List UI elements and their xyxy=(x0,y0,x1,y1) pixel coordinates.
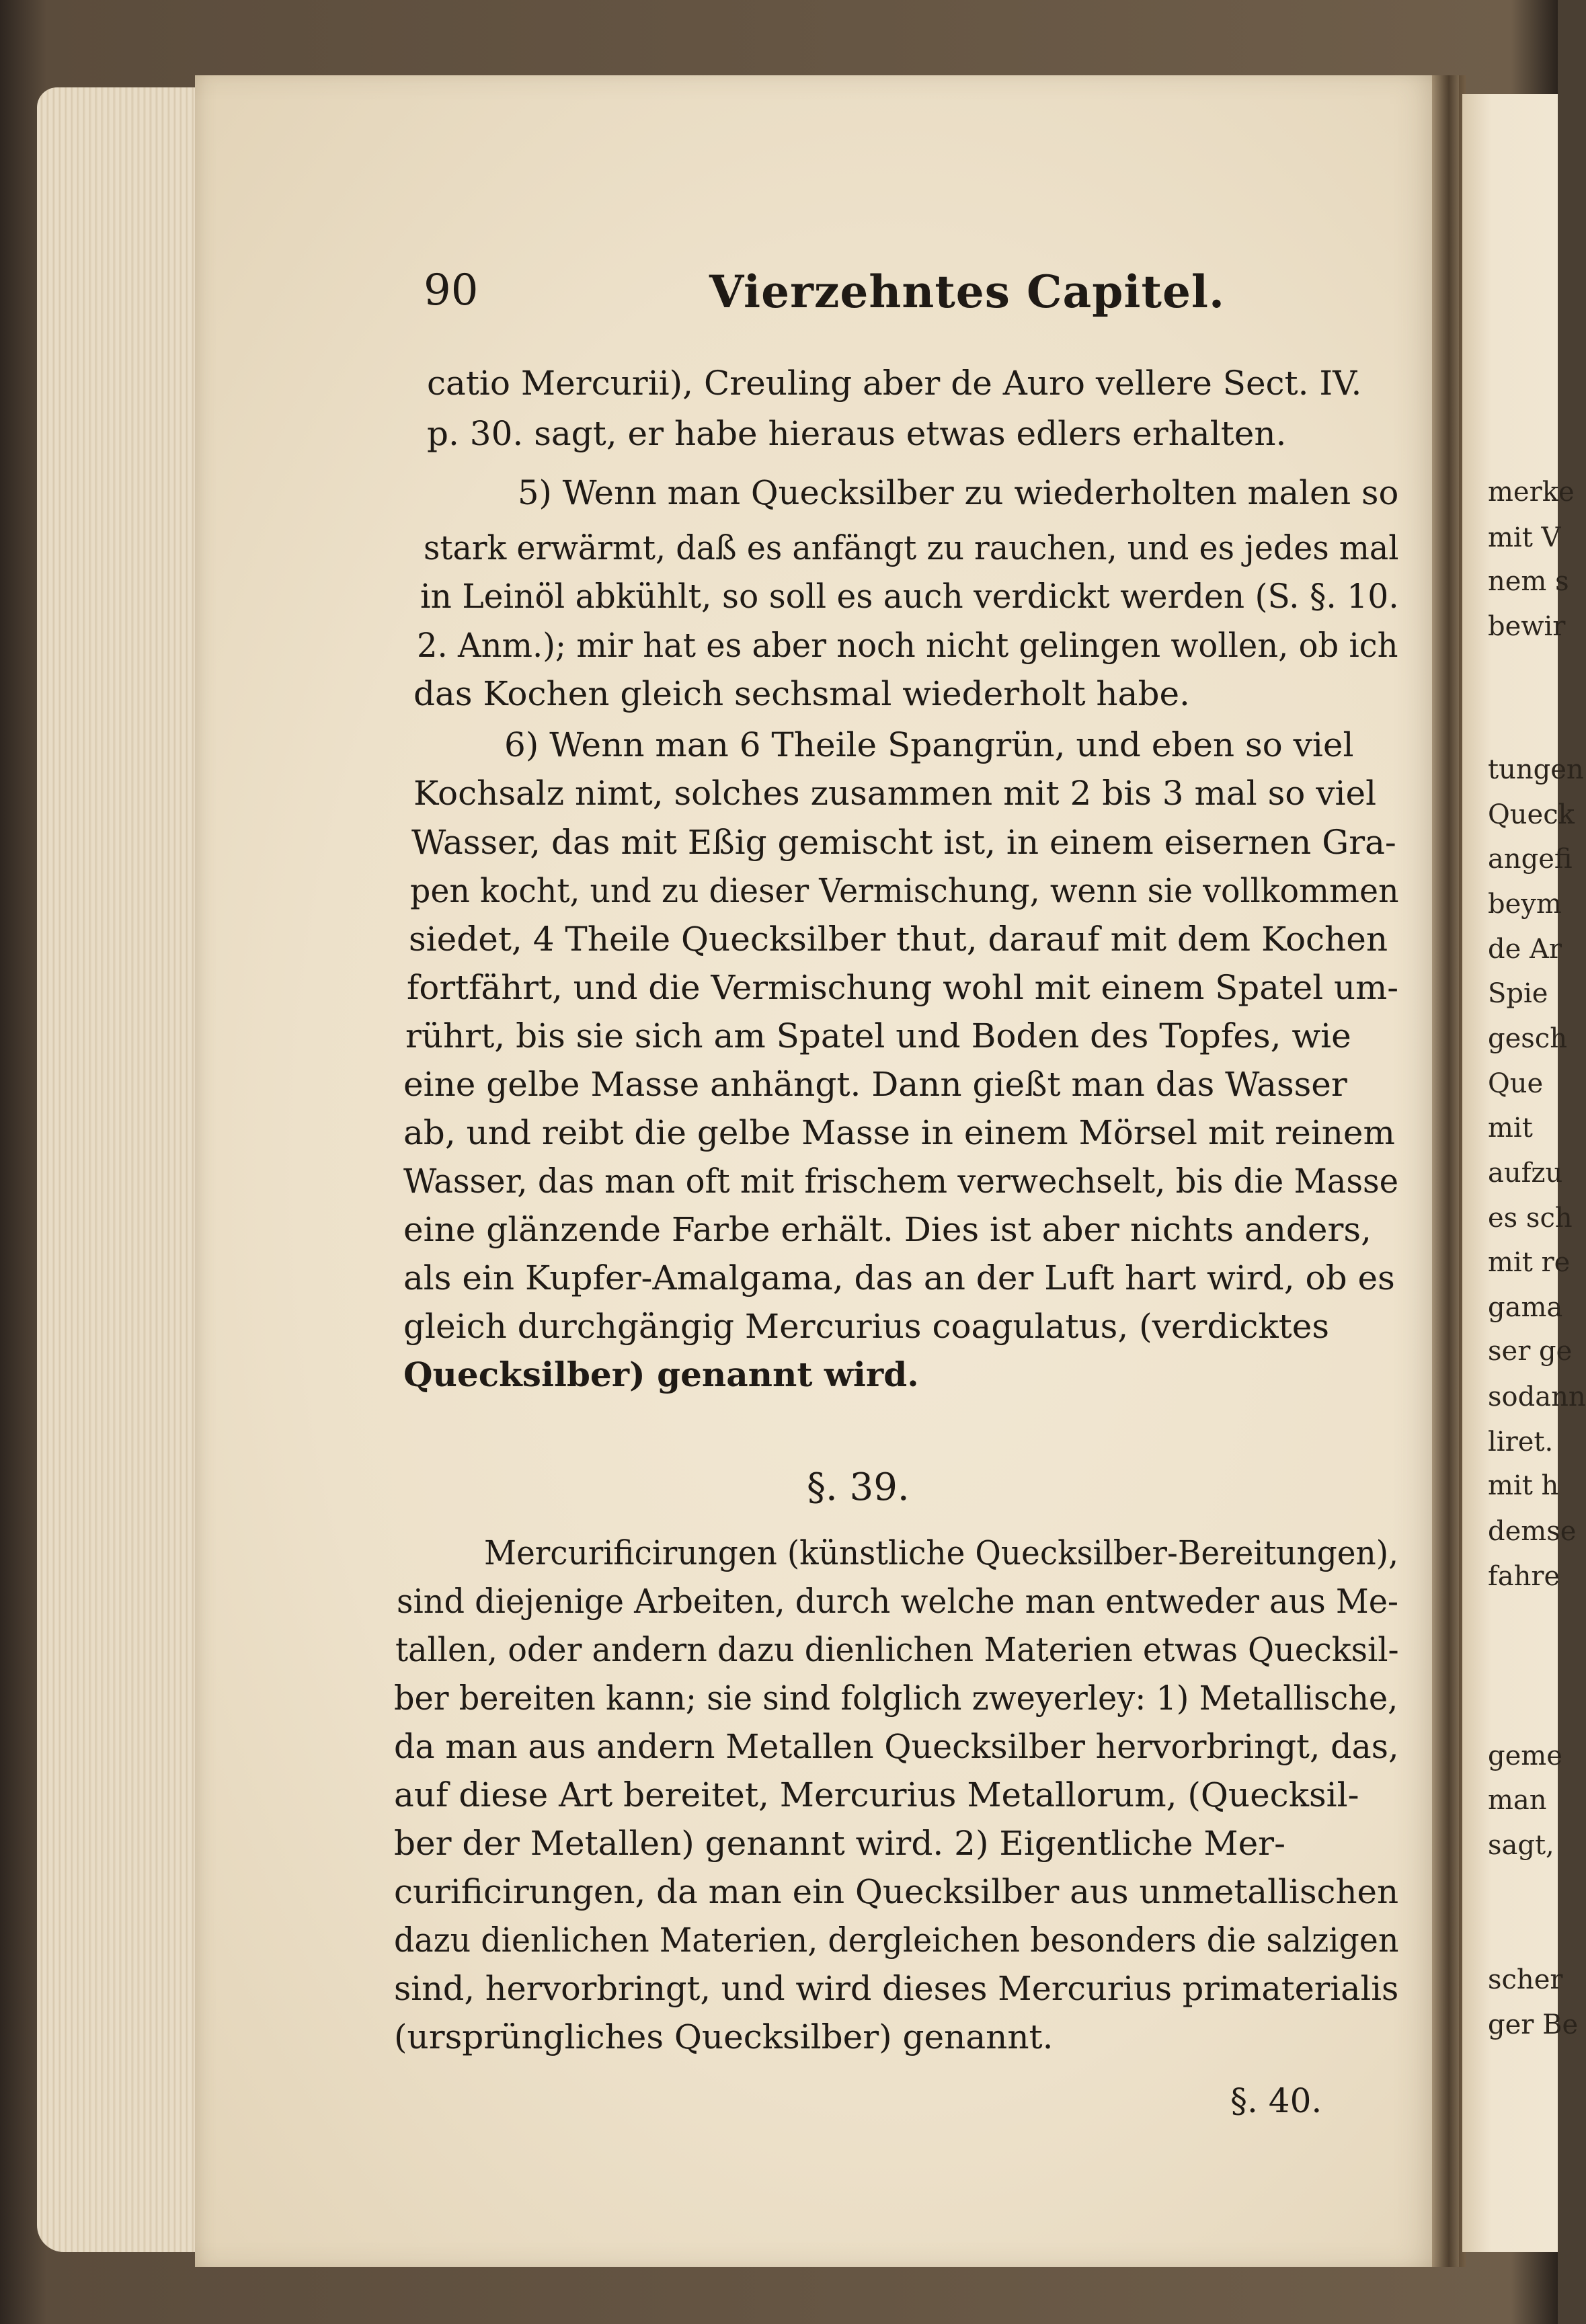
text-line: ab, und reibt die gelbe Masse in einem Mörsel mit reinem xyxy=(403,1113,1395,1152)
text-line: als ein Kupfer-Amalgama, das an der Luft hart wird, ob es xyxy=(403,1258,1395,1297)
right-page-line: nem s xyxy=(1488,566,1569,597)
text-line: Kochsalz nimt, solches zusammen mit 2 bis 3 mal so viel xyxy=(413,774,1377,813)
right-page-line: gama xyxy=(1488,1292,1563,1323)
right-page-fragment xyxy=(1462,94,1586,2252)
text-line: eine gelbe Masse anhängt. Dann gießt man das Wasser xyxy=(403,1065,1347,1104)
right-page-line: geme xyxy=(1488,1740,1562,1771)
book-gutter xyxy=(1432,75,1466,2267)
right-page-line: aufzu xyxy=(1488,1158,1563,1189)
text-line: fortfährt, und die Vermischung wohl mit einem Spatel um- xyxy=(407,968,1399,1007)
right-page-line: Spie xyxy=(1488,978,1548,1009)
text-line: pen kocht, und zu dieser Vermischung, wenn sie vollkommen xyxy=(410,871,1399,910)
right-page-line: es sch xyxy=(1488,1203,1573,1234)
right-page-line: bewir xyxy=(1488,611,1566,642)
right-page-line: Que xyxy=(1488,1068,1544,1099)
text-line: Mercurificirungen (künstliche Quecksilber-Bereitungen), xyxy=(484,1533,1399,1572)
text-line: auf diese Art bereitet, Mercurius Metallorum, (Quecksil- xyxy=(394,1775,1359,1814)
text-line: p. 30. sagt, er habe hieraus etwas edlers erhalten. xyxy=(427,414,1287,453)
running-title: Vierzehntes Capitel. xyxy=(709,266,1225,318)
right-page-line: merke xyxy=(1488,477,1575,508)
text-line: Wasser, das man oft mit frischem verwechselt, bis die Masse xyxy=(403,1162,1399,1201)
page-number: 90 xyxy=(424,266,479,315)
section-heading: §. 39. xyxy=(807,1466,910,1509)
text-line: gleich durchgängig Mercurius coagulatus, (verdicktes xyxy=(403,1307,1330,1346)
text-line: sind diejenige Arbeiten, durch welche man entweder aus Me- xyxy=(397,1582,1399,1621)
text-line: siedet, 4 Theile Quecksilber thut, darauf mit dem Kochen xyxy=(409,920,1388,959)
text-line: ber der Metallen) genannt wird. 2) Eigentliche Mer- xyxy=(394,1824,1285,1863)
right-page-line: fahre xyxy=(1488,1561,1560,1592)
text-line: (ursprüngliches Quecksilber) genannt. xyxy=(394,2017,1054,2056)
right-page-line: mit re xyxy=(1488,1247,1571,1278)
right-page-line: tungen xyxy=(1488,754,1584,785)
right-page-line: beym xyxy=(1488,889,1562,920)
text-line: ber bereiten kann; sie sind folglich zweyerley: 1) Metallische, xyxy=(394,1679,1398,1718)
page-edges xyxy=(37,87,212,2252)
catchword: §. 40. xyxy=(1230,2081,1322,2120)
text-line: 6) Wenn man 6 Theile Spangrün, und eben so viel xyxy=(504,725,1354,764)
text-line: sind, hervorbringt, und wird dieses Mercurius primaterialis xyxy=(394,1969,1399,2008)
text-line: Wasser, das mit Eßig gemischt ist, in einem eisernen Gra- xyxy=(411,823,1396,862)
text-line: curificirungen, da man ein Quecksilber aus unmetallischen xyxy=(394,1872,1399,1911)
text-line: da man aus andern Metallen Quecksilber hervorbringt, das, xyxy=(394,1727,1399,1766)
right-page-line: mit xyxy=(1488,1113,1533,1144)
right-page-line: angefi xyxy=(1488,844,1573,875)
text-line: tallen, oder andern dazu dienlichen Materien etwas Quecksil- xyxy=(395,1630,1399,1669)
text-line: eine glänzende Farbe erhält. Dies ist aber nichts anders, xyxy=(403,1210,1372,1249)
right-page-line: mit h xyxy=(1488,1470,1559,1501)
right-page-line: sodann xyxy=(1488,1381,1586,1412)
right-page-line: gesch xyxy=(1488,1023,1567,1054)
running-header xyxy=(424,266,1385,319)
text-line: 5) Wenn man Quecksilber zu wiederholten malen so xyxy=(518,473,1399,512)
right-page-line: sagt, xyxy=(1488,1830,1554,1861)
text-line: in Leinöl abkühlt, so soll es auch verdickt werden (S. §. 10. xyxy=(420,577,1399,616)
right-page-line: demse xyxy=(1488,1516,1577,1547)
right-page-line: ger Be xyxy=(1488,2009,1579,2040)
text-line: Quecksilber) genannt wird. xyxy=(403,1355,919,1394)
right-page-line: man xyxy=(1488,1785,1547,1816)
text-line: catio Mercurii), Creuling aber de Auro vellere Sect. IV. xyxy=(427,364,1362,403)
text-line: stark erwärmt, daß es anfängt zu rauchen, und es jedes mal xyxy=(424,528,1399,567)
right-page-line: liret. xyxy=(1488,1427,1554,1457)
text-line: 2. Anm.); mir hat es aber noch nicht gelingen wollen, ob ich xyxy=(417,626,1398,665)
right-page-line: Queck xyxy=(1488,799,1575,830)
text-line: rührt, bis sie sich am Spatel und Boden des Topfes, wie xyxy=(405,1016,1351,1055)
text-line: das Kochen gleich sechsmal wiederholt habe. xyxy=(413,674,1190,713)
right-page-line: de Ar xyxy=(1488,934,1562,965)
right-page-line: ser ge xyxy=(1488,1336,1573,1367)
text-line: dazu dienlichen Materien, dergleichen besonders die salzigen xyxy=(394,1921,1399,1960)
right-page-line: scher xyxy=(1488,1964,1563,1995)
right-page-line: mit V xyxy=(1488,522,1561,553)
